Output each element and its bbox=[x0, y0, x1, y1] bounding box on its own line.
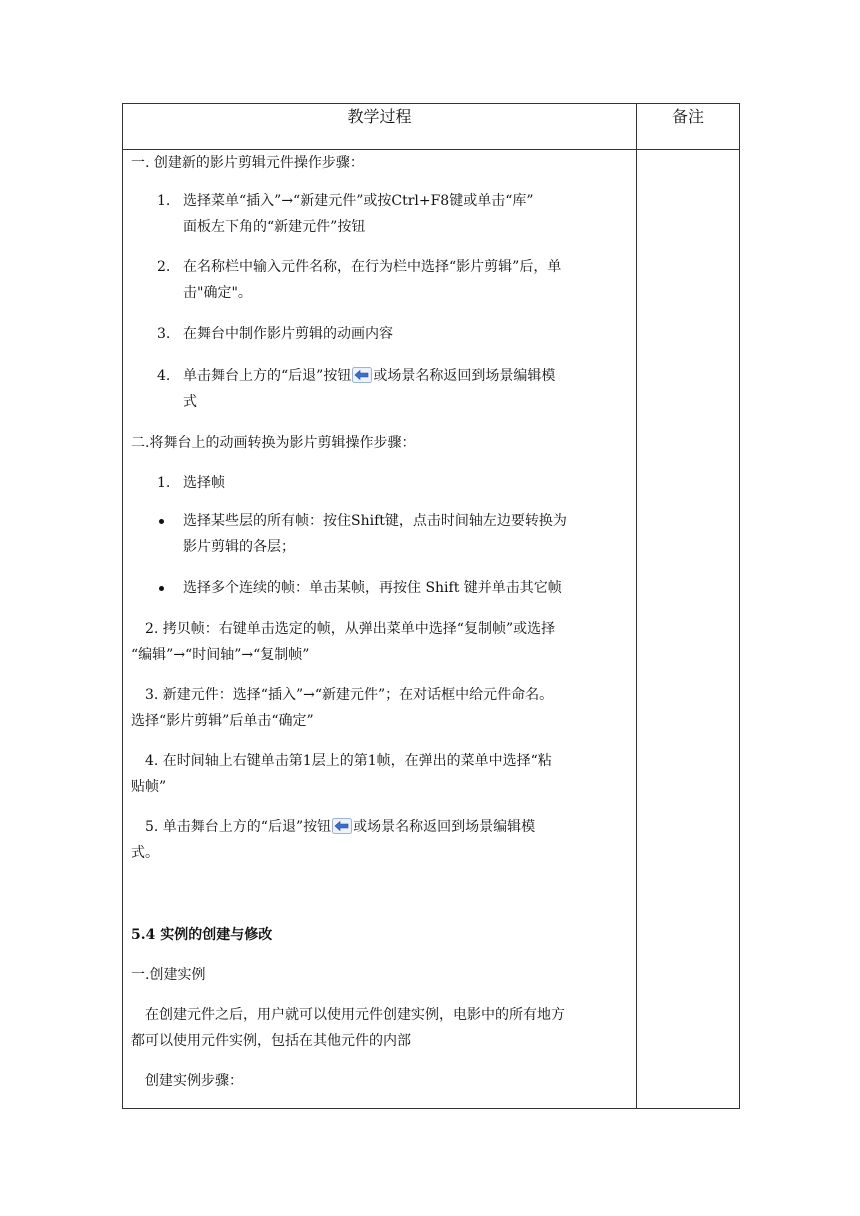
bullet-point bbox=[159, 586, 164, 591]
paragraph-text: 创建实例步骤： bbox=[145, 1073, 243, 1089]
step-text: 选择菜单“插入”→“新建元件”或按Ctrl+F8键或单击“库” bbox=[183, 193, 534, 209]
step-text: 式 bbox=[183, 394, 197, 410]
paragraph-text: 都可以使用元件实例，包括在其他元件的内部 bbox=[131, 1033, 411, 1049]
step-text: 4. 在时间轴上右键单击第1层上的第1帧，在弹出的菜单中选择“粘 bbox=[145, 753, 552, 769]
section3-subheading: 一.创建实例 bbox=[131, 967, 206, 983]
step-text-with-icon bbox=[145, 814, 535, 840]
bullet-point bbox=[159, 519, 164, 524]
step-text: 在名称栏中输入元件名称，在行为栏中选择“影片剪辑”后，单 bbox=[183, 259, 562, 275]
step-text: 3. 新建元件：选择“插入”→“新建元件”；在对话框中给元件命名。 bbox=[145, 687, 554, 703]
back-arrow-icon bbox=[332, 817, 352, 833]
step-text: 或场景名称返回到场景编辑模 bbox=[353, 819, 536, 835]
section3-heading: 5.4 实例的创建与修改 bbox=[131, 927, 273, 943]
step-text: 贴帧” bbox=[131, 779, 167, 795]
section2-title: 二.将舞台上的动画转换为影片剪辑操作步骤： bbox=[131, 435, 416, 451]
back-arrow-icon bbox=[352, 366, 372, 382]
table-content-row bbox=[123, 150, 740, 1109]
step-text: “编辑”→“时间轴”→“复制帧” bbox=[131, 647, 310, 663]
step-text: 面板左下角的“新建元件”按钮 bbox=[183, 219, 366, 235]
step-number: 1. bbox=[157, 475, 171, 491]
step-text: 式。 bbox=[131, 845, 159, 861]
step-number: 4. bbox=[157, 368, 171, 384]
step-text: 选择“影片剪辑”后单击“确定” bbox=[131, 713, 314, 729]
step-text: 选择帧 bbox=[183, 475, 225, 491]
step-text: 单击舞台上方的“后退”按钮 bbox=[183, 368, 352, 384]
teaching-process-cell bbox=[123, 150, 637, 1109]
step-text-with-icon bbox=[183, 363, 555, 389]
header-notes: 备注 bbox=[637, 104, 740, 150]
lesson-table bbox=[122, 103, 740, 1109]
paragraph-text: 在创建元件之后，用户就可以使用元件创建实例，电影中的所有地方 bbox=[145, 1007, 565, 1023]
section1-title: 一. 创建新的影片剪辑元件操作步骤： bbox=[131, 155, 364, 171]
notes-cell bbox=[637, 150, 740, 1109]
step-number: 2. bbox=[157, 259, 171, 275]
bullet-text: 选择某些层的所有帧：按住Shift键，点击时间轴左边要转换为 bbox=[183, 513, 567, 529]
step-text: 2. 拷贝帧：右键单击选定的帧，从弹出菜单中选择“复制帧”或选择 bbox=[145, 621, 556, 637]
step-text: 在舞台中制作影片剪辑的动画内容 bbox=[183, 326, 393, 342]
step-text: 击"确定"。 bbox=[183, 285, 252, 301]
header-teaching-process: 教学过程 bbox=[123, 104, 637, 150]
bullet-text: 影片剪辑的各层； bbox=[183, 539, 295, 555]
step-number: 1. bbox=[157, 193, 171, 209]
step-text: 5. 单击舞台上方的“后退”按钮 bbox=[145, 819, 332, 835]
table-header-row bbox=[123, 104, 740, 150]
bullet-text: 选择多个连续的帧：单击某帧，再按住 Shift 键并单击其它帧 bbox=[183, 580, 562, 596]
step-text: 或场景名称返回到场景编辑模 bbox=[373, 368, 556, 384]
step-number: 3. bbox=[157, 326, 171, 342]
